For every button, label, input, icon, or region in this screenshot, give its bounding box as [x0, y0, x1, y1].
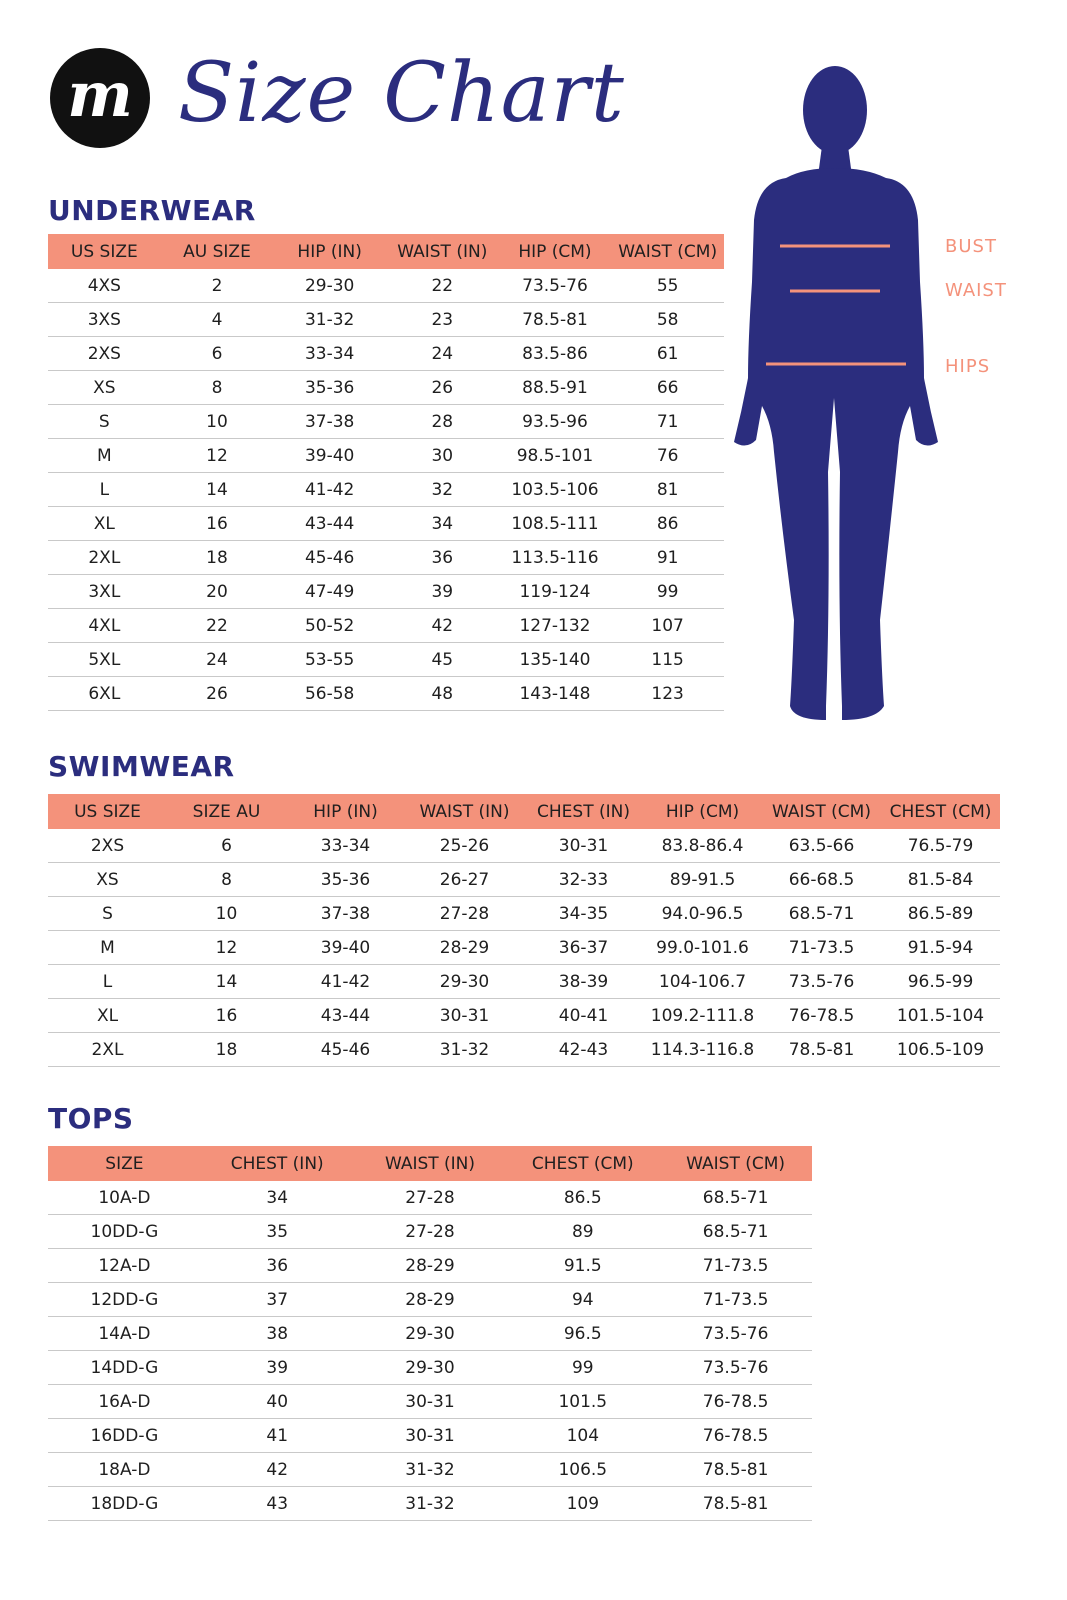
table-cell: M	[48, 931, 167, 965]
table-cell: 12	[167, 931, 286, 965]
table-cell: 35-36	[286, 863, 405, 897]
table-cell: S	[48, 405, 161, 439]
table-cell: 41-42	[273, 473, 386, 507]
column-header: WAIST (CM)	[762, 794, 881, 829]
table-cell: 143-148	[499, 677, 612, 711]
swimwear-table	[48, 794, 1000, 1067]
table-cell: 29-30	[354, 1317, 507, 1351]
column-header: WAIST (IN)	[386, 234, 499, 269]
table-cell: 119-124	[499, 575, 612, 609]
table-row	[48, 473, 724, 507]
table-cell: 48	[386, 677, 499, 711]
table-cell: 31-32	[273, 303, 386, 337]
table-cell: 45-46	[286, 1033, 405, 1067]
table-cell: 26	[386, 371, 499, 405]
table-cell: 108.5-111	[499, 507, 612, 541]
table-cell: 86	[611, 507, 724, 541]
table-cell: 10DD-G	[48, 1215, 201, 1249]
table-cell: 8	[161, 371, 274, 405]
table-cell: 71-73.5	[659, 1249, 812, 1283]
table-cell: L	[48, 965, 167, 999]
table-cell: 83.8-86.4	[643, 829, 762, 863]
table-cell: 56-58	[273, 677, 386, 711]
table-cell: 43-44	[273, 507, 386, 541]
table-cell: 30	[386, 439, 499, 473]
table-cell: L	[48, 473, 161, 507]
table-cell: 2XL	[48, 541, 161, 575]
table-cell: 18	[167, 1033, 286, 1067]
table-cell: 66	[611, 371, 724, 405]
table-cell: 6	[167, 829, 286, 863]
table-cell: 31-32	[354, 1453, 507, 1487]
table-cell: 98.5-101	[499, 439, 612, 473]
table-cell: 16A-D	[48, 1385, 201, 1419]
table-cell: 39	[201, 1351, 354, 1385]
table-cell: 86.5	[506, 1181, 659, 1215]
table-cell: 18	[161, 541, 274, 575]
table-cell: 104-106.7	[643, 965, 762, 999]
table-row	[48, 439, 724, 473]
table-cell: 12A-D	[48, 1249, 201, 1283]
table-row	[48, 371, 724, 405]
table-cell: 109.2-111.8	[643, 999, 762, 1033]
table-cell: 27-28	[354, 1215, 507, 1249]
table-cell: 35-36	[273, 371, 386, 405]
table-cell: 10	[161, 405, 274, 439]
table-cell: XS	[48, 371, 161, 405]
table-cell: XS	[48, 863, 167, 897]
table-cell: 63.5-66	[762, 829, 881, 863]
table-cell: 16DD-G	[48, 1419, 201, 1453]
table-cell: 50-52	[273, 609, 386, 643]
table-cell: 30-31	[524, 829, 643, 863]
table-header-row	[48, 794, 1000, 829]
table-cell: 2XS	[48, 337, 161, 371]
table-row	[48, 829, 1000, 863]
table-cell: 68.5-71	[659, 1215, 812, 1249]
table-row	[48, 337, 724, 371]
table-row	[48, 1453, 812, 1487]
table-cell: 28-29	[354, 1249, 507, 1283]
table-cell: 37-38	[273, 405, 386, 439]
logo-glyph: m	[67, 58, 133, 131]
table-cell: 83.5-86	[499, 337, 612, 371]
table-row	[48, 1487, 812, 1521]
table-cell: 73.5-76	[499, 269, 612, 303]
table-cell: 78.5-81	[762, 1033, 881, 1067]
table-cell: 61	[611, 337, 724, 371]
table-row	[48, 863, 1000, 897]
table-row	[48, 575, 724, 609]
table-cell: 71-73.5	[659, 1283, 812, 1317]
table-cell: 101.5-104	[881, 999, 1000, 1033]
table-cell: 53-55	[273, 643, 386, 677]
table-cell: 12	[161, 439, 274, 473]
table-cell: 115	[611, 643, 724, 677]
table-cell: 91	[611, 541, 724, 575]
table-cell: 22	[161, 609, 274, 643]
table-row	[48, 965, 1000, 999]
table-cell: 30-31	[354, 1419, 507, 1453]
table-cell: 103.5-106	[499, 473, 612, 507]
table-cell: 94	[506, 1283, 659, 1317]
table-row	[48, 1351, 812, 1385]
column-header: US SIZE	[48, 794, 167, 829]
table-cell: 33-34	[273, 337, 386, 371]
table-cell: 76	[611, 439, 724, 473]
table-cell: 10A-D	[48, 1181, 201, 1215]
table-cell: 33-34	[286, 829, 405, 863]
table-cell: 89-91.5	[643, 863, 762, 897]
table-cell: 81	[611, 473, 724, 507]
table-cell: 38-39	[524, 965, 643, 999]
table-cell: 43	[201, 1487, 354, 1521]
table-cell: 2	[161, 269, 274, 303]
table-cell: XL	[48, 999, 167, 1033]
table-cell: 94.0-96.5	[643, 897, 762, 931]
tops-title: TOPS	[48, 1102, 134, 1135]
waist-label: WAIST	[945, 280, 1007, 301]
table-cell: 39-40	[286, 931, 405, 965]
table-cell: 30-31	[405, 999, 524, 1033]
table-cell: 43-44	[286, 999, 405, 1033]
table-cell: 93.5-96	[499, 405, 612, 439]
table-cell: 37	[201, 1283, 354, 1317]
table-cell: 86.5-89	[881, 897, 1000, 931]
table-cell: 14A-D	[48, 1317, 201, 1351]
table-cell: 34	[386, 507, 499, 541]
table-cell: 32-33	[524, 863, 643, 897]
table-cell: 20	[161, 575, 274, 609]
table-cell: 55	[611, 269, 724, 303]
table-cell: 114.3-116.8	[643, 1033, 762, 1067]
table-cell: 106.5	[506, 1453, 659, 1487]
table-cell: 26-27	[405, 863, 524, 897]
table-cell: 101.5	[506, 1385, 659, 1419]
table-cell: 113.5-116	[499, 541, 612, 575]
table-cell: 31-32	[405, 1033, 524, 1067]
table-cell: 68.5-71	[659, 1181, 812, 1215]
column-header: WAIST (IN)	[405, 794, 524, 829]
table-cell: 96.5	[506, 1317, 659, 1351]
table-cell: 45-46	[273, 541, 386, 575]
table-cell: 37-38	[286, 897, 405, 931]
table-row	[48, 1317, 812, 1351]
underwear-table	[48, 234, 724, 711]
table-cell: 6	[161, 337, 274, 371]
column-header: WAIST (CM)	[611, 234, 724, 269]
table-cell: 81.5-84	[881, 863, 1000, 897]
table-cell: 104	[506, 1419, 659, 1453]
table-cell: 127-132	[499, 609, 612, 643]
table-cell: 40-41	[524, 999, 643, 1033]
table-row	[48, 609, 724, 643]
table-cell: 23	[386, 303, 499, 337]
table-cell: 38	[201, 1317, 354, 1351]
table-cell: 73.5-76	[659, 1351, 812, 1385]
table-row	[48, 897, 1000, 931]
table-cell: 88.5-91	[499, 371, 612, 405]
table-cell: 106.5-109	[881, 1033, 1000, 1067]
table-cell: 29-30	[405, 965, 524, 999]
table-row	[48, 1419, 812, 1453]
table-cell: 32	[386, 473, 499, 507]
table-cell: 31-32	[354, 1487, 507, 1521]
table-row	[48, 1249, 812, 1283]
table-cell: 29-30	[273, 269, 386, 303]
table-cell: 45	[386, 643, 499, 677]
table-cell: 16	[167, 999, 286, 1033]
table-cell: 71-73.5	[762, 931, 881, 965]
table-cell: 35	[201, 1215, 354, 1249]
column-header: CHEST (CM)	[506, 1146, 659, 1181]
table-cell: 34	[201, 1181, 354, 1215]
table-cell: 14DD-G	[48, 1351, 201, 1385]
table-cell: 34-35	[524, 897, 643, 931]
brand-logo-icon	[48, 46, 152, 150]
table-cell: 36	[201, 1249, 354, 1283]
table-cell: 58	[611, 303, 724, 337]
table-row	[48, 1215, 812, 1249]
table-cell: 76-78.5	[659, 1385, 812, 1419]
table-cell: 6XL	[48, 677, 161, 711]
table-cell: 28-29	[405, 931, 524, 965]
table-cell: 36	[386, 541, 499, 575]
table-cell: 42	[386, 609, 499, 643]
table-cell: 18A-D	[48, 1453, 201, 1487]
table-cell: 28	[386, 405, 499, 439]
table-row	[48, 1283, 812, 1317]
column-header: HIP (CM)	[499, 234, 612, 269]
column-header: SIZE AU	[167, 794, 286, 829]
table-row	[48, 643, 724, 677]
column-header: CHEST (IN)	[524, 794, 643, 829]
table-cell: 26	[161, 677, 274, 711]
table-row	[48, 303, 724, 337]
table-cell: 91.5	[506, 1249, 659, 1283]
page-title: Size Chart	[178, 46, 625, 141]
table-cell: 47-49	[273, 575, 386, 609]
table-cell: 4	[161, 303, 274, 337]
table-header-row	[48, 1146, 812, 1181]
table-cell: 8	[167, 863, 286, 897]
table-cell: 27-28	[354, 1181, 507, 1215]
table-cell: 68.5-71	[762, 897, 881, 931]
table-cell: 96.5-99	[881, 965, 1000, 999]
table-cell: 3XL	[48, 575, 161, 609]
table-cell: 2XL	[48, 1033, 167, 1067]
table-row	[48, 1033, 1000, 1067]
table-cell: 2XS	[48, 829, 167, 863]
column-header: WAIST (CM)	[659, 1146, 812, 1181]
column-header: CHEST (IN)	[201, 1146, 354, 1181]
table-cell: 10	[167, 897, 286, 931]
table-row	[48, 931, 1000, 965]
table-cell: 4XL	[48, 609, 161, 643]
table-row	[48, 541, 724, 575]
table-cell: 123	[611, 677, 724, 711]
table-cell: 16	[161, 507, 274, 541]
table-cell: 135-140	[499, 643, 612, 677]
table-cell: 30-31	[354, 1385, 507, 1419]
tops-table	[48, 1146, 812, 1521]
table-cell: 89	[506, 1215, 659, 1249]
table-cell: 99	[506, 1351, 659, 1385]
table-cell: 22	[386, 269, 499, 303]
table-cell: 25-26	[405, 829, 524, 863]
table-cell: 27-28	[405, 897, 524, 931]
table-cell: 12DD-G	[48, 1283, 201, 1317]
table-cell: 14	[161, 473, 274, 507]
column-header: HIP (IN)	[273, 234, 386, 269]
table-row	[48, 677, 724, 711]
table-cell: 73.5-76	[659, 1317, 812, 1351]
table-cell: 71	[611, 405, 724, 439]
table-cell: 39-40	[273, 439, 386, 473]
table-cell: 66-68.5	[762, 863, 881, 897]
column-header: US SIZE	[48, 234, 161, 269]
table-cell: 99	[611, 575, 724, 609]
table-cell: 73.5-76	[762, 965, 881, 999]
column-header: CHEST (CM)	[881, 794, 1000, 829]
table-cell: 42-43	[524, 1033, 643, 1067]
table-row	[48, 1385, 812, 1419]
table-cell: 91.5-94	[881, 931, 1000, 965]
table-cell: 18DD-G	[48, 1487, 201, 1521]
table-cell: 41-42	[286, 965, 405, 999]
column-header: AU SIZE	[161, 234, 274, 269]
table-cell: 78.5-81	[659, 1453, 812, 1487]
table-cell: 5XL	[48, 643, 161, 677]
column-header: HIP (IN)	[286, 794, 405, 829]
table-cell: S	[48, 897, 167, 931]
table-cell: 42	[201, 1453, 354, 1487]
table-cell: 28-29	[354, 1283, 507, 1317]
table-cell: 40	[201, 1385, 354, 1419]
column-header: SIZE	[48, 1146, 201, 1181]
table-cell: 14	[167, 965, 286, 999]
table-cell: 41	[201, 1419, 354, 1453]
swimwear-title: SWIMWEAR	[48, 750, 235, 783]
column-header: HIP (CM)	[643, 794, 762, 829]
table-row	[48, 269, 724, 303]
table-cell: 36-37	[524, 931, 643, 965]
table-row	[48, 999, 1000, 1033]
table-row	[48, 405, 724, 439]
column-header: WAIST (IN)	[354, 1146, 507, 1181]
table-cell: 39	[386, 575, 499, 609]
table-cell: XL	[48, 507, 161, 541]
table-cell: 24	[161, 643, 274, 677]
bust-label: BUST	[945, 236, 997, 257]
table-row	[48, 1181, 812, 1215]
table-row	[48, 507, 724, 541]
hips-label: HIPS	[945, 356, 991, 377]
table-cell: 107	[611, 609, 724, 643]
table-cell: 4XS	[48, 269, 161, 303]
table-cell: 109	[506, 1487, 659, 1521]
body-silhouette-icon	[724, 60, 964, 728]
table-cell: 3XS	[48, 303, 161, 337]
table-cell: 29-30	[354, 1351, 507, 1385]
table-cell: 78.5-81	[659, 1487, 812, 1521]
table-cell: 76.5-79	[881, 829, 1000, 863]
table-cell: 78.5-81	[499, 303, 612, 337]
table-cell: M	[48, 439, 161, 473]
table-cell: 24	[386, 337, 499, 371]
table-cell: 76-78.5	[762, 999, 881, 1033]
table-header-row	[48, 234, 724, 269]
table-cell: 76-78.5	[659, 1419, 812, 1453]
underwear-title: UNDERWEAR	[48, 194, 256, 227]
table-cell: 99.0-101.6	[643, 931, 762, 965]
